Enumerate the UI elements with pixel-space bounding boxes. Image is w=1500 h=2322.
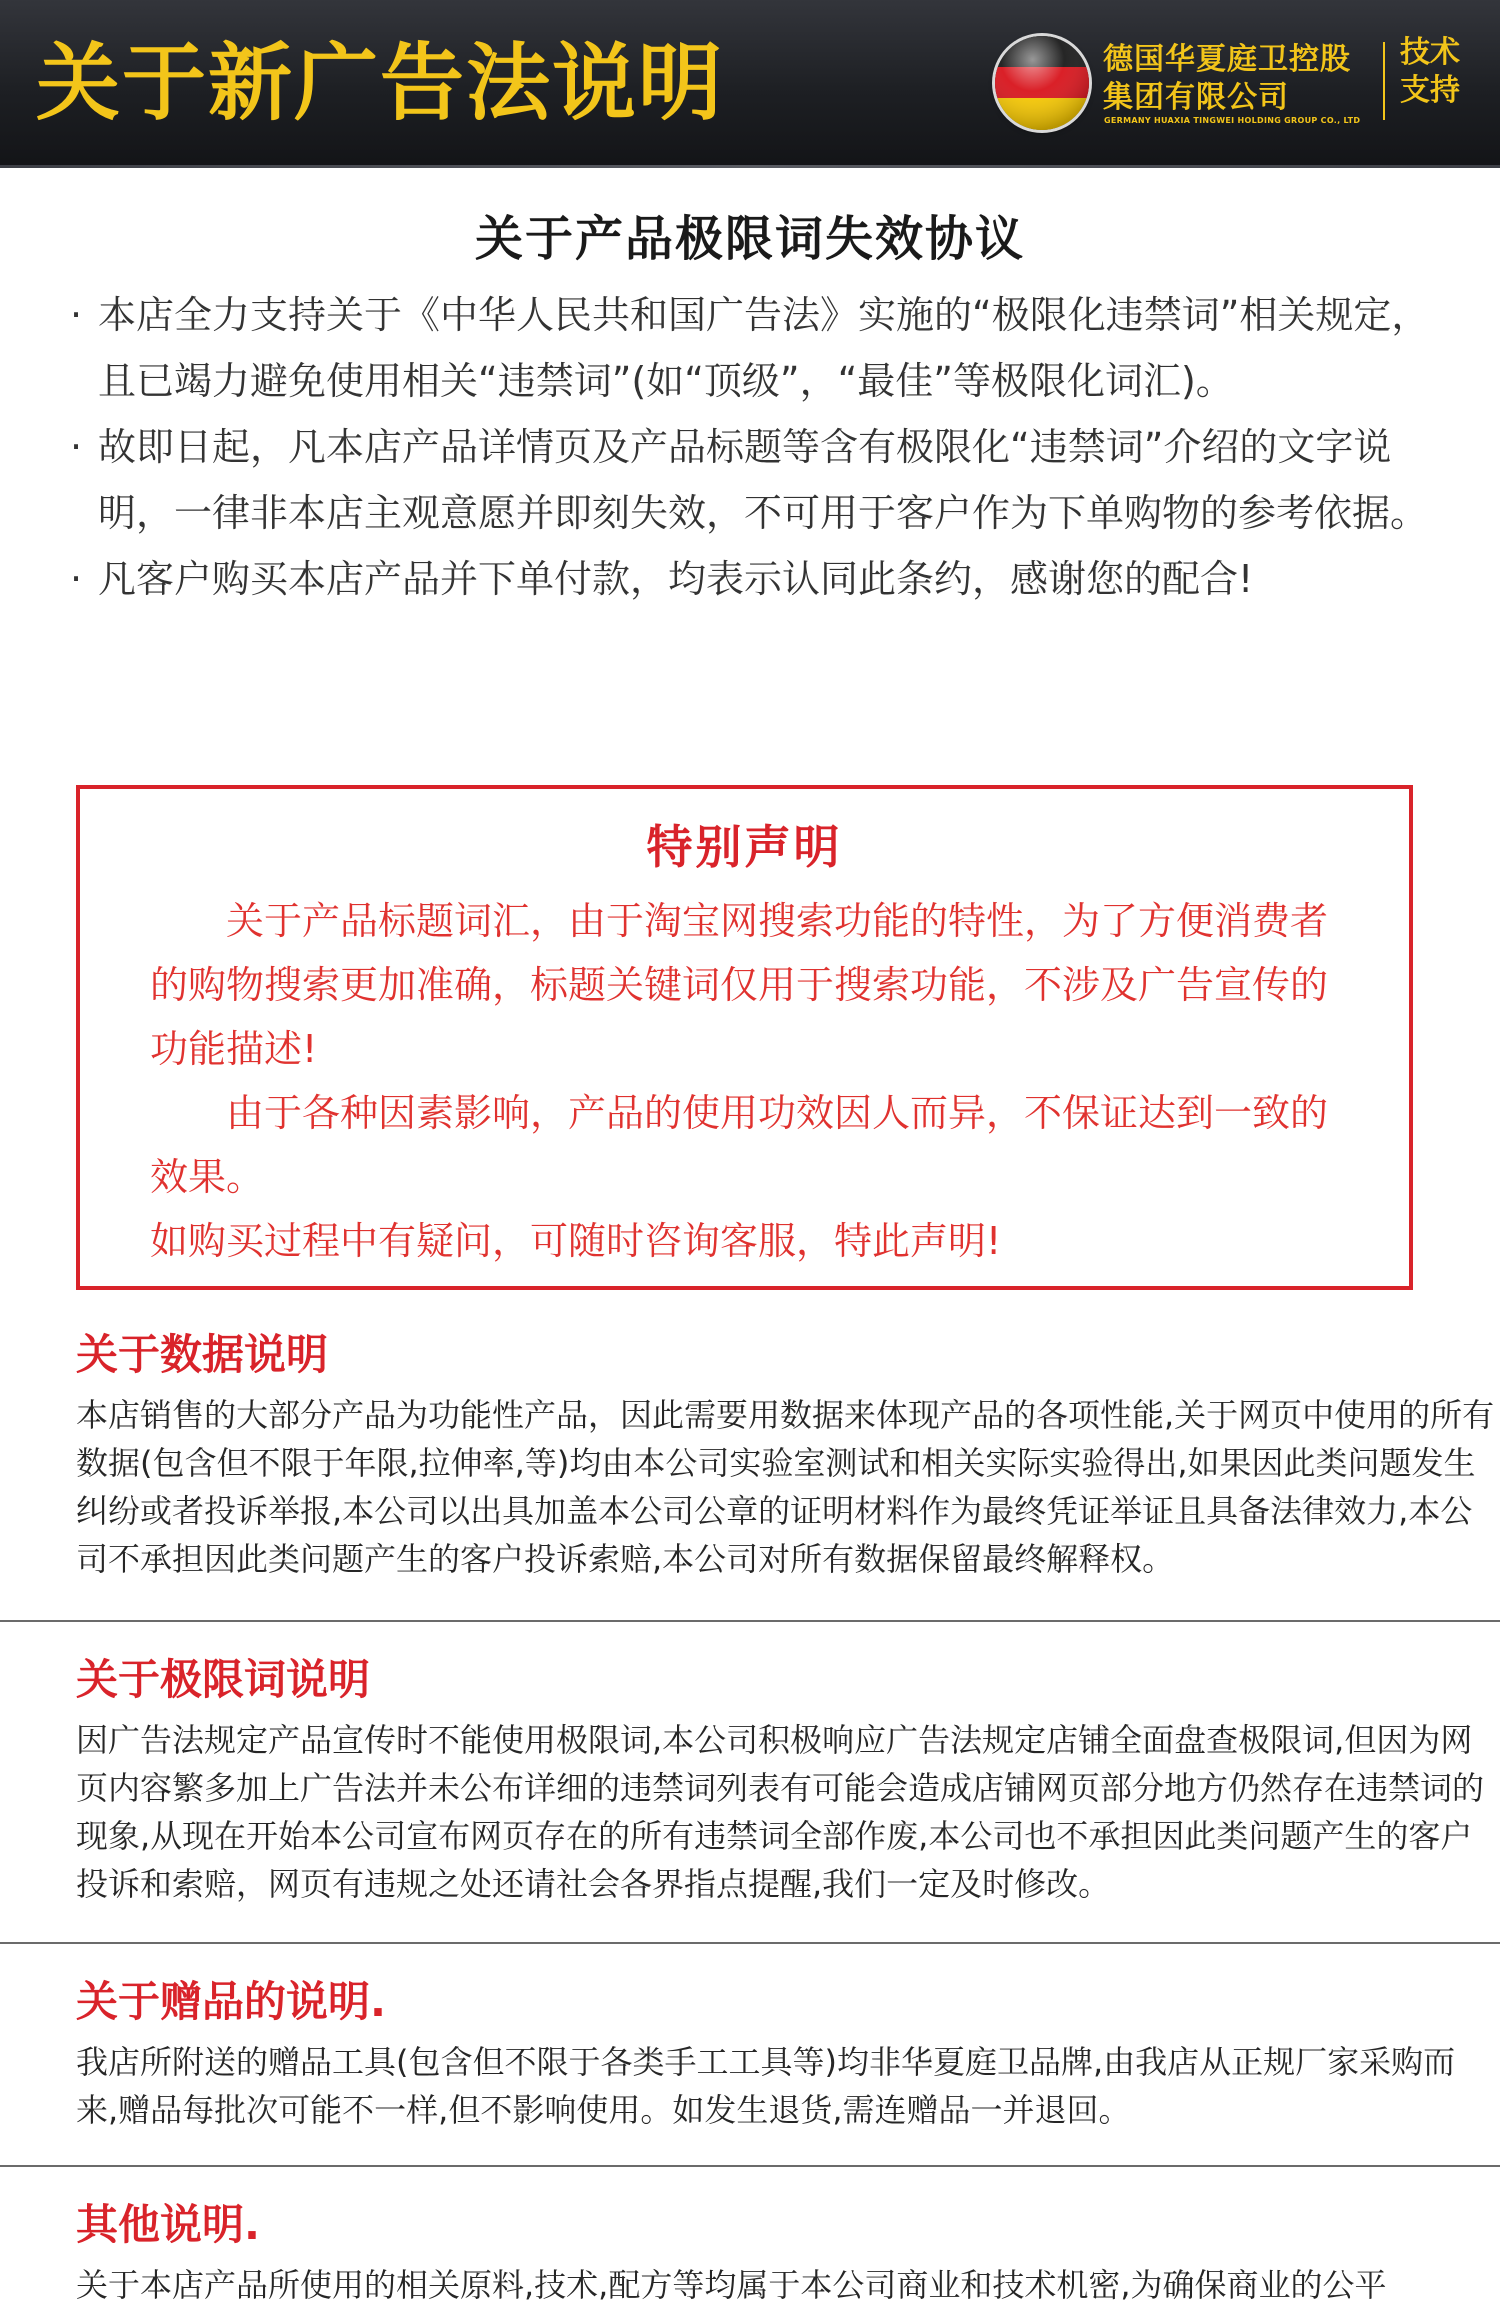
header-divider (1383, 42, 1385, 120)
section-extreme-words (76, 1650, 1496, 1908)
special-notice-body (150, 889, 1360, 1273)
section-gifts (76, 1972, 1496, 2134)
page-title: 关于新广告法说明 (36, 34, 725, 132)
agreement-title: 关于产品极限词失效协议 (474, 211, 1025, 267)
section-title: 其他说明. (76, 2200, 260, 2249)
agreement-item: · 故即日起，凡本店产品详情页及产品标题等含有极限化“违禁词”介绍的文字说明，一律非本店主观意愿并即刻失效，不可用于客户作为下单购物的参考依据。 (70, 414, 1430, 546)
agreement-item: · 本店全力支持关于《中华人民共和国广告法》实施的“极限化违禁词”相关规定，且已竭力避免使用相关“违禁词”(如“顶级”，“最佳”等极限化词汇)。 (70, 282, 1430, 414)
section-data (76, 1325, 1496, 1583)
section-divider (0, 1942, 1500, 1944)
section-title: 关于赠品的说明. (76, 1977, 386, 2026)
tech-support-label: 技术支持 (1400, 35, 1460, 108)
agreement-item: · 凡客户购买本店产品并下单付款，均表示认同此条约，感谢您的配合! (70, 546, 1430, 612)
company-name-line1: 德国华夏庭卫控股 (1103, 42, 1351, 77)
notice-paragraph: 关于产品标题词汇，由于淘宝网搜索功能的特性，为了方便消费者的购物搜索更加准确，标题关键词仅用于搜索功能，不涉及广告宣传的功能描述! (150, 899, 1329, 1071)
section-title: 关于数据说明 (76, 1330, 329, 1379)
company-name-english: GERMANY HUAXIA TINGWEI HOLDING GROUP CO., LTD (1104, 116, 1361, 125)
special-notice-box (76, 785, 1413, 1290)
section-body: 本店销售的大部分产品为功能性产品，因此需要用数据来体现产品的各项性能,关于网页中使用的所有数据(包含但不限于年限,拉伸率,等)均由本公司实验室测试和相关实际实验得出,如果因此类问题发生纠纷或者投诉举报,本公司以出具加盖本公司公章的证明材料作为最终凭证举证且具备法律效力,本公司不承担因此类问题产生的客户投诉索赔,本公司对所有数据保留最终解释权。 (76, 1396, 1495, 1578)
section-divider (0, 2165, 1500, 2167)
germany-flag-logo-icon (995, 36, 1089, 130)
section-body: 因广告法规定产品宣传时不能使用极限词,本公司积极响应广告法规定店铺全面盘查极限词,但因为网页内容繁多加上广告法并未公布详细的违禁词列表有可能会造成店铺网页部分地方仍然存在违禁词的现象,从现在开始本公司宣布网页存在的所有违禁词全部作废,本公司也不承担因此类问题产生的客户投诉和索赔，网页有违规之处还请社会各界指点提醒,我们一定及时修改。 (76, 1721, 1485, 1903)
header-banner (0, 0, 1500, 168)
section-body: 我店所附送的赠品工具(包含但不限于各类手工工具等)均非华夏庭卫品牌,由我店从正规厂家采购而来,赠品每批次可能不一样,但不影响使用。如发生退货,需连赠品一并退回。 (76, 2043, 1456, 2129)
agreement-list (70, 282, 1430, 612)
section-body: 关于本店产品所使用的相关原料,技术,配方等均属于本公司商业和技术机密,为确保商业的公平 (76, 2266, 1387, 2304)
notice-paragraph: 由于各种因素影响，产品的使用功效因人而异，不保证达到一致的效果。 (150, 1091, 1329, 1199)
special-notice-title: 特别声明 (646, 820, 843, 874)
section-divider (0, 1620, 1500, 1622)
section-other (76, 2195, 1496, 2309)
company-name-line2: 集团有限公司 (1103, 80, 1289, 115)
notice-paragraph: 如购买过程中有疑问，可随时咨询客服，特此声明! (150, 1219, 1002, 1263)
section-title: 关于极限词说明 (76, 1655, 371, 1704)
